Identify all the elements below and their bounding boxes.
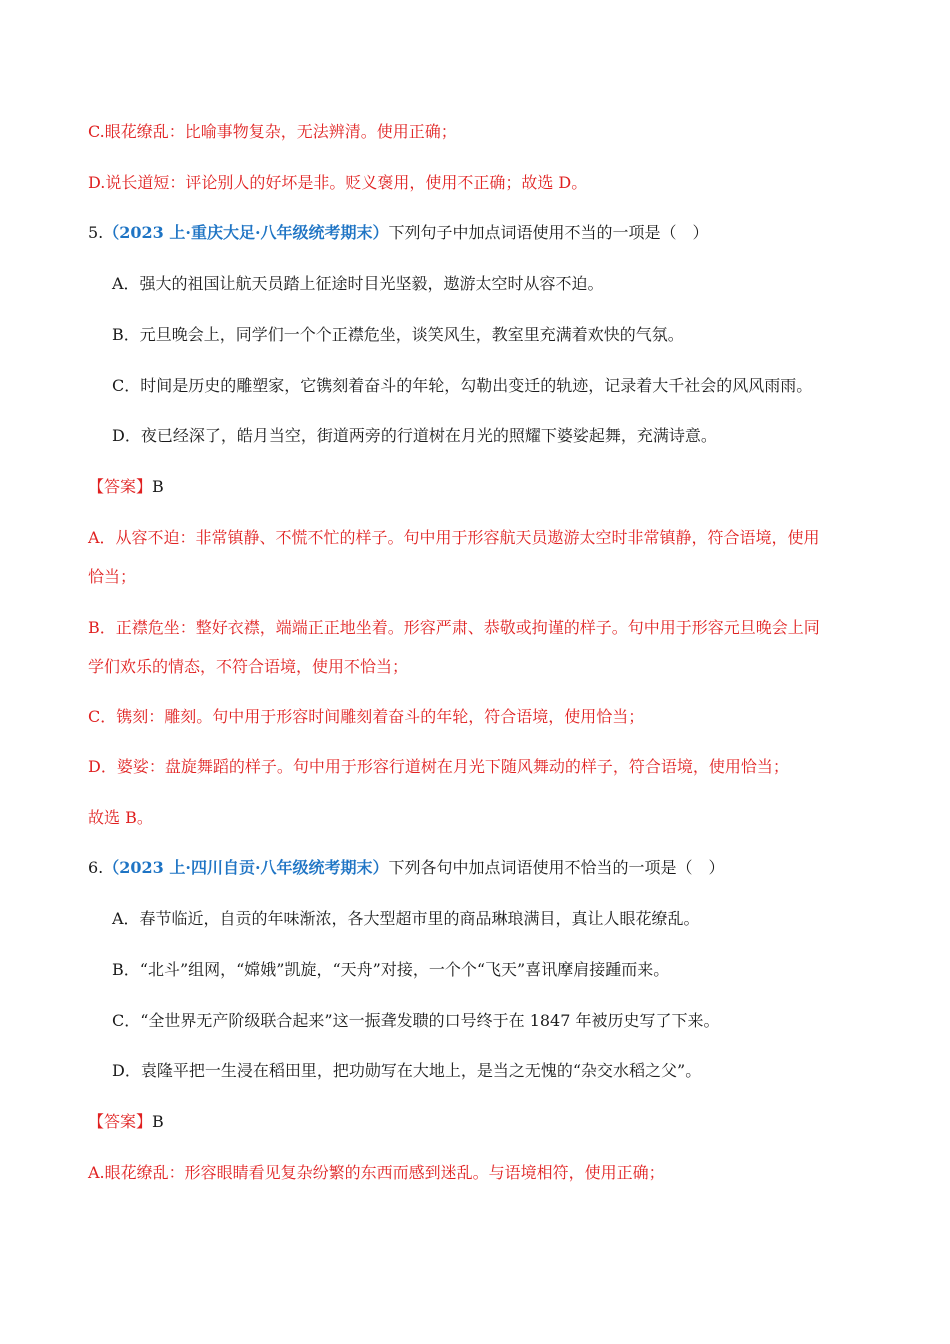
q6-answer [88,1112,164,1132]
q5-option-a: A．强大的祖国让航天员踏上征途时目光坚毅，遨游太空时从容不迫。 [112,274,604,293]
q6-explanation-a: A.眼花缭乱：形容眼睛看见复杂纷繁的东西而感到迷乱。与语境相符，使用正确； [88,1163,665,1182]
q5-option-b: B．元旦晚会上，同学们一个个正襟危坐，谈笑风生，教室里充满着欢快的气氛。 [112,325,684,344]
answer-value: B [152,477,164,496]
question-number: 5. [88,223,104,242]
answer-label: 【答案】 [88,477,153,496]
q6-option-d: D．袁隆平把一生浸在稻田里，把功勋写在大地上，是当之无愧的“杂交水稻之父”。 [112,1061,702,1080]
q5-answer [88,477,164,497]
q5-explanation-b-line1: B．正襟危坐：整好衣襟，端端正正地坐着。形容严肃、恭敬或拘谨的样子。句中用于形容元旦晚会上同 [88,618,820,637]
prev-explanation-d: D.说长道短：评论别人的好坏是非。贬义褒用，使用不正确；故选 D。 [88,173,588,192]
q5-conclusion: 故选 B。 [88,808,153,827]
question-source: （2023 上·重庆大足·八年级统考期末） [103,223,389,242]
q5-explanation-d: D．婆娑：盘旋舞蹈的样子。句中用于形容行道树在月光下随风舞动的样子，符合语境，使用恰当； [88,757,789,776]
q5-option-c: C．时间是历史的雕塑家，它镌刻着奋斗的年轮，勾勒出变迁的轨迹，记录着大千社会的风风雨雨。 [112,376,813,395]
q5-explanation-c: C．镌刻：雕刻。句中用于形容时间雕刻着奋斗的年轮，符合语境，使用恰当； [88,707,645,726]
q6-option-a: A．春节临近，自贡的年味渐浓，各大型超市里的商品琳琅满目，真让人眼花缭乱。 [112,909,700,928]
q5-explanation-a-line2: 恰当； [88,567,137,586]
question-6-header [88,858,725,878]
question-stem: 下列各句中加点词语使用不恰当的一项是（ ） [388,858,725,877]
answer-value: B [152,1112,164,1131]
q5-explanation-b-line2: 学们欢乐的情态，不符合语境，使用不恰当； [88,657,409,676]
question-stem: 下列句子中加点词语使用不当的一项是（ ） [388,223,709,242]
q5-option-d: D．夜已经深了，皓月当空，街道两旁的行道树在月光的照耀下婆娑起舞，充满诗意。 [112,426,717,445]
question-source: （2023 上·四川自贡·八年级统考期末） [103,858,389,877]
question-number: 6. [88,858,104,877]
q6-option-b: B．“北斗”组网，“嫦娥”凯旋，“天舟”对接，一个个“飞天”喜讯摩肩接踵而来。 [112,960,670,979]
prev-explanation-c: C.眼花缭乱：比喻事物复杂，无法辨清。使用正确； [88,122,457,141]
answer-label: 【答案】 [88,1112,153,1131]
q5-explanation-a-line1: A．从容不迫：非常镇静、不慌不忙的样子。句中用于形容航天员遨游太空时非常镇静，符合语境，使用 [88,528,820,547]
q6-option-c: C．“全世界无产阶级联合起来”这一振聋发聩的口号终于在 1847 年被历史写了下来。 [112,1011,720,1030]
question-5-header [88,223,709,243]
